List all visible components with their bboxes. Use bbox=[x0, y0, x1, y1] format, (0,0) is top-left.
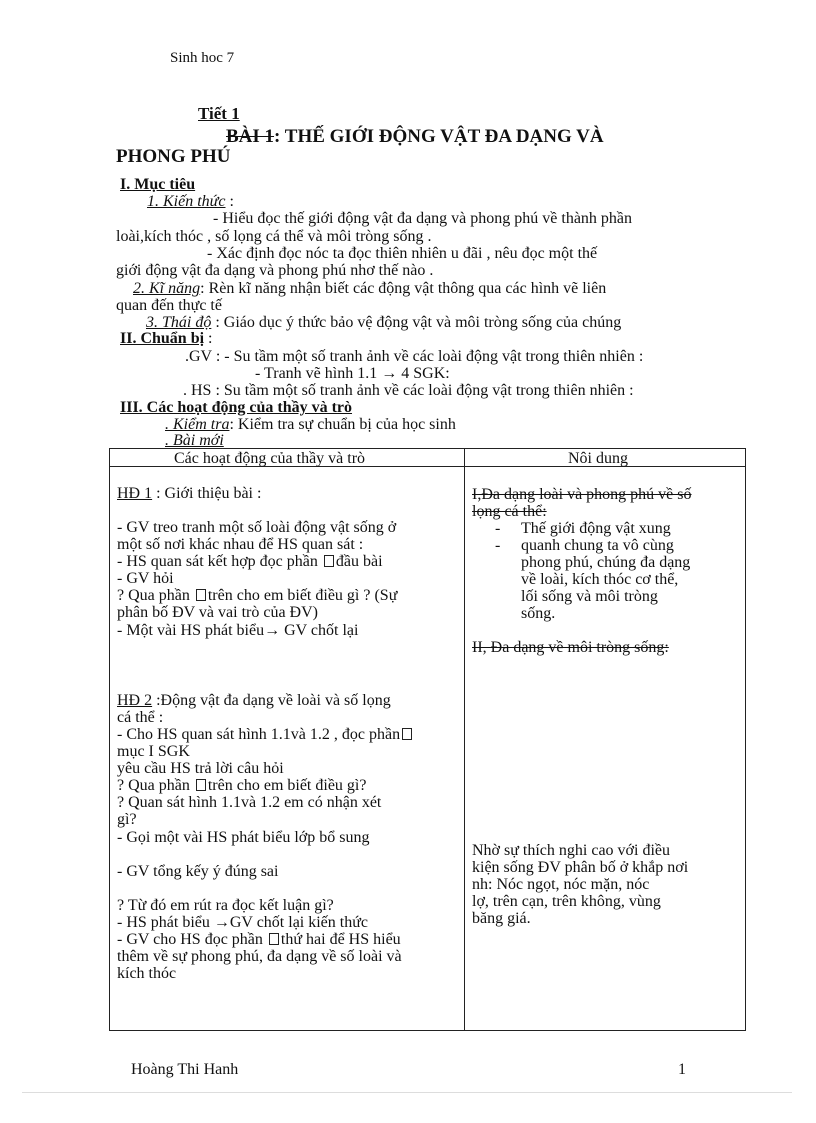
left-line: phân bố ĐV và vai trò của ĐV) bbox=[117, 604, 318, 621]
left-text: trên cho em biết điều gì ? (Sự bbox=[207, 587, 398, 604]
col1-header: Các hoạt động của thầy và trò bbox=[174, 450, 366, 467]
preparation-colon: : bbox=[204, 330, 213, 347]
left-line: - GV treo tranh một số loài động vật sống ở bbox=[117, 519, 397, 536]
arrow-icon: → bbox=[264, 622, 281, 639]
activities-heading: III. Các hoạt động của thầy và trò bbox=[120, 399, 353, 416]
knowledge-colon: : bbox=[225, 193, 234, 210]
content-line: Nhờ sự thích nghi cao với điều bbox=[472, 842, 671, 859]
left-text: ? Qua phần bbox=[117, 587, 194, 604]
lesson-prefix: BÀI 1 bbox=[226, 126, 275, 147]
left-text: - Cho HS quan sát hình 1.1và 1.2 , đọc phần bbox=[117, 726, 401, 743]
content-line: lợ, trên cạn, trên không, vùng bbox=[472, 893, 661, 910]
arrow-icon: → bbox=[381, 365, 398, 382]
content-line: kiện sống ĐV phân bố ở khắp nơi bbox=[472, 859, 689, 876]
lesson-table bbox=[109, 448, 746, 1031]
placeholder-box-icon bbox=[324, 555, 334, 567]
arrow-icon: → bbox=[213, 914, 230, 931]
left-text: - HS quan sát kết hợp đọc phần bbox=[117, 553, 322, 570]
left-line: thêm về sự phong phú, đa dạng về số loài và bbox=[117, 948, 402, 965]
left-line: gì? bbox=[117, 811, 137, 828]
skill-line-b: quan đến thực tế bbox=[116, 297, 222, 314]
new-lesson-label: . Bài mới bbox=[165, 432, 224, 449]
left-line bbox=[117, 553, 383, 570]
placeholder-box-icon bbox=[196, 589, 206, 601]
left-text: - Một vài HS phát biểu bbox=[117, 622, 265, 639]
content-line: băng giá. bbox=[472, 910, 531, 927]
bullet-line: về loài, kích thóc cơ thể, bbox=[521, 571, 679, 588]
page-bottom-divider bbox=[22, 1092, 792, 1093]
lesson-title-line2: PHONG PHÚ bbox=[116, 146, 231, 167]
content-heading-1b: lọng cá thể: bbox=[472, 503, 547, 520]
left-line bbox=[117, 726, 414, 743]
lesson-title-line1 bbox=[226, 126, 604, 148]
left-line: - Gọi một vài HS phát biểu lớp bổ sung bbox=[117, 829, 370, 846]
knowledge-row bbox=[147, 193, 234, 211]
prep-hs-line: . HS : Su tầm một số tranh ảnh về các loài động vật trong thiên nhiên : bbox=[183, 382, 634, 399]
left-line: - GV hỏi bbox=[117, 570, 174, 587]
knowledge-line-1b: loài,kích thóc , số lọng cá thể và môi tròng sống . bbox=[116, 228, 432, 245]
left-line: một số nơi khác nhau để HS quan sát : bbox=[117, 536, 364, 553]
left-line: - GV tổng kếy ý đúng sai bbox=[117, 863, 279, 880]
content-heading-2: II, Đa dạng về môi tròng sống: bbox=[472, 639, 669, 656]
left-text: ? Qua phần bbox=[117, 777, 194, 794]
left-line bbox=[117, 622, 358, 639]
knowledge-line-2a: - Xác định đọc nóc ta đọc thiên nhiên u đãi , nêu đọc một thế bbox=[207, 245, 598, 262]
left-line bbox=[117, 587, 397, 604]
left-line bbox=[117, 777, 366, 794]
lesson-number: Tiết 1 bbox=[198, 104, 240, 123]
check-text: : Kiểm tra sự chuẩn bị của học sinh bbox=[229, 416, 456, 433]
bullet-dash: - bbox=[495, 520, 501, 537]
left-text: - HS phát biểu bbox=[117, 914, 214, 931]
hd2-text: :Động vật đa dạng về loài và số lọng bbox=[152, 692, 391, 709]
hd1-label: HĐ 1 bbox=[117, 485, 153, 502]
left-line bbox=[117, 914, 368, 931]
content-line: nh: Nóc ngọt, nóc mặn, nóc bbox=[472, 876, 650, 893]
left-line: cá thể : bbox=[117, 709, 164, 726]
left-text: GV chốt lại bbox=[280, 622, 359, 639]
attitude-label: 3. Thái độ bbox=[146, 314, 212, 331]
page-number: 1 bbox=[678, 1061, 686, 1078]
preparation-row bbox=[120, 330, 213, 348]
placeholder-box-icon bbox=[269, 933, 279, 945]
bullet-line: Thế giới động vật xung bbox=[521, 520, 671, 537]
left-line: kích thóc bbox=[117, 965, 177, 982]
header-subject: Sinh hoc 7 bbox=[170, 50, 235, 66]
left-text: thứ hai để HS hiểu bbox=[280, 931, 401, 948]
placeholder-box-icon bbox=[196, 779, 206, 791]
prep-gv-text-b: 4 SGK: bbox=[397, 365, 450, 382]
bullet-line: phong phú, chúng đa dạng bbox=[521, 554, 691, 571]
left-line: ? Quan sát hình 1.1và 1.2 em có nhận xét bbox=[117, 794, 382, 811]
hd1-text: : Giới thiệu bài : bbox=[152, 485, 262, 502]
left-line: mục I SGK bbox=[117, 743, 190, 760]
preparation-heading: II. Chuẩn bị bbox=[120, 330, 205, 347]
left-line: yêu cầu HS trả lời câu hỏi bbox=[117, 760, 284, 777]
objectives-heading: I. Mục tiêu bbox=[120, 176, 196, 193]
prep-gv-text: - Tranh vẽ hình 1.1 bbox=[255, 365, 378, 382]
bullet-line: sống. bbox=[521, 605, 556, 622]
bullet-dash: - bbox=[495, 537, 501, 554]
attitude-row bbox=[146, 314, 621, 332]
hd2-row bbox=[117, 692, 391, 709]
left-text: - GV cho HS đọc phần bbox=[117, 931, 267, 948]
knowledge-line-2b: giới động vật đa dạng và phong phú nhơ thế nào . bbox=[116, 262, 434, 279]
col2-header: Nôi dung bbox=[568, 450, 628, 467]
hd1-row bbox=[117, 485, 261, 502]
column-divider bbox=[464, 449, 465, 1030]
left-text: GV chốt lại kiến thức bbox=[229, 914, 368, 931]
left-text: trên cho em biết điều gì? bbox=[207, 777, 367, 794]
skill-row bbox=[133, 280, 606, 298]
lesson-heading: : THẾ GIỚI ĐỘNG VẬT ĐA DẠNG VÀ bbox=[274, 126, 604, 147]
content-heading-1: I,Đa dạng loài và phong phú về số bbox=[472, 486, 692, 503]
check-label: . Kiểm tra bbox=[165, 416, 230, 433]
knowledge-line-1a: - Hiểu đọc thế giới động vật đa dạng và phong phú về thành phần bbox=[213, 210, 633, 227]
attitude-text: : Giáo dục ý thức bảo vệ động vật và môi tròng sống của chúng bbox=[211, 314, 622, 331]
knowledge-label: 1. Kiến thức bbox=[147, 193, 226, 210]
skill-text: : Rèn kĩ năng nhận biết các động vật thông qua các hình vẽ liên bbox=[200, 280, 607, 297]
left-line bbox=[117, 931, 401, 948]
bullet-line: quanh chung ta vô cùng bbox=[521, 537, 674, 554]
bullet-line: lối sống và môi tròng bbox=[521, 588, 658, 605]
prep-gv-line2 bbox=[255, 365, 450, 383]
footer-author: Hoàng Thi Hanh bbox=[131, 1061, 239, 1078]
left-line: ? Từ đó em rút ra đọc kết luận gì? bbox=[117, 897, 334, 914]
left-text: đầu bài bbox=[335, 553, 383, 570]
prep-gv-line1: .GV : - Su tầm một số tranh ảnh về các loài động vật trong thiên nhiên : bbox=[185, 348, 644, 365]
hd2-label: HĐ 2 bbox=[117, 692, 153, 709]
skill-label: 2. Kĩ năng bbox=[133, 280, 201, 297]
placeholder-box-icon bbox=[402, 728, 412, 740]
